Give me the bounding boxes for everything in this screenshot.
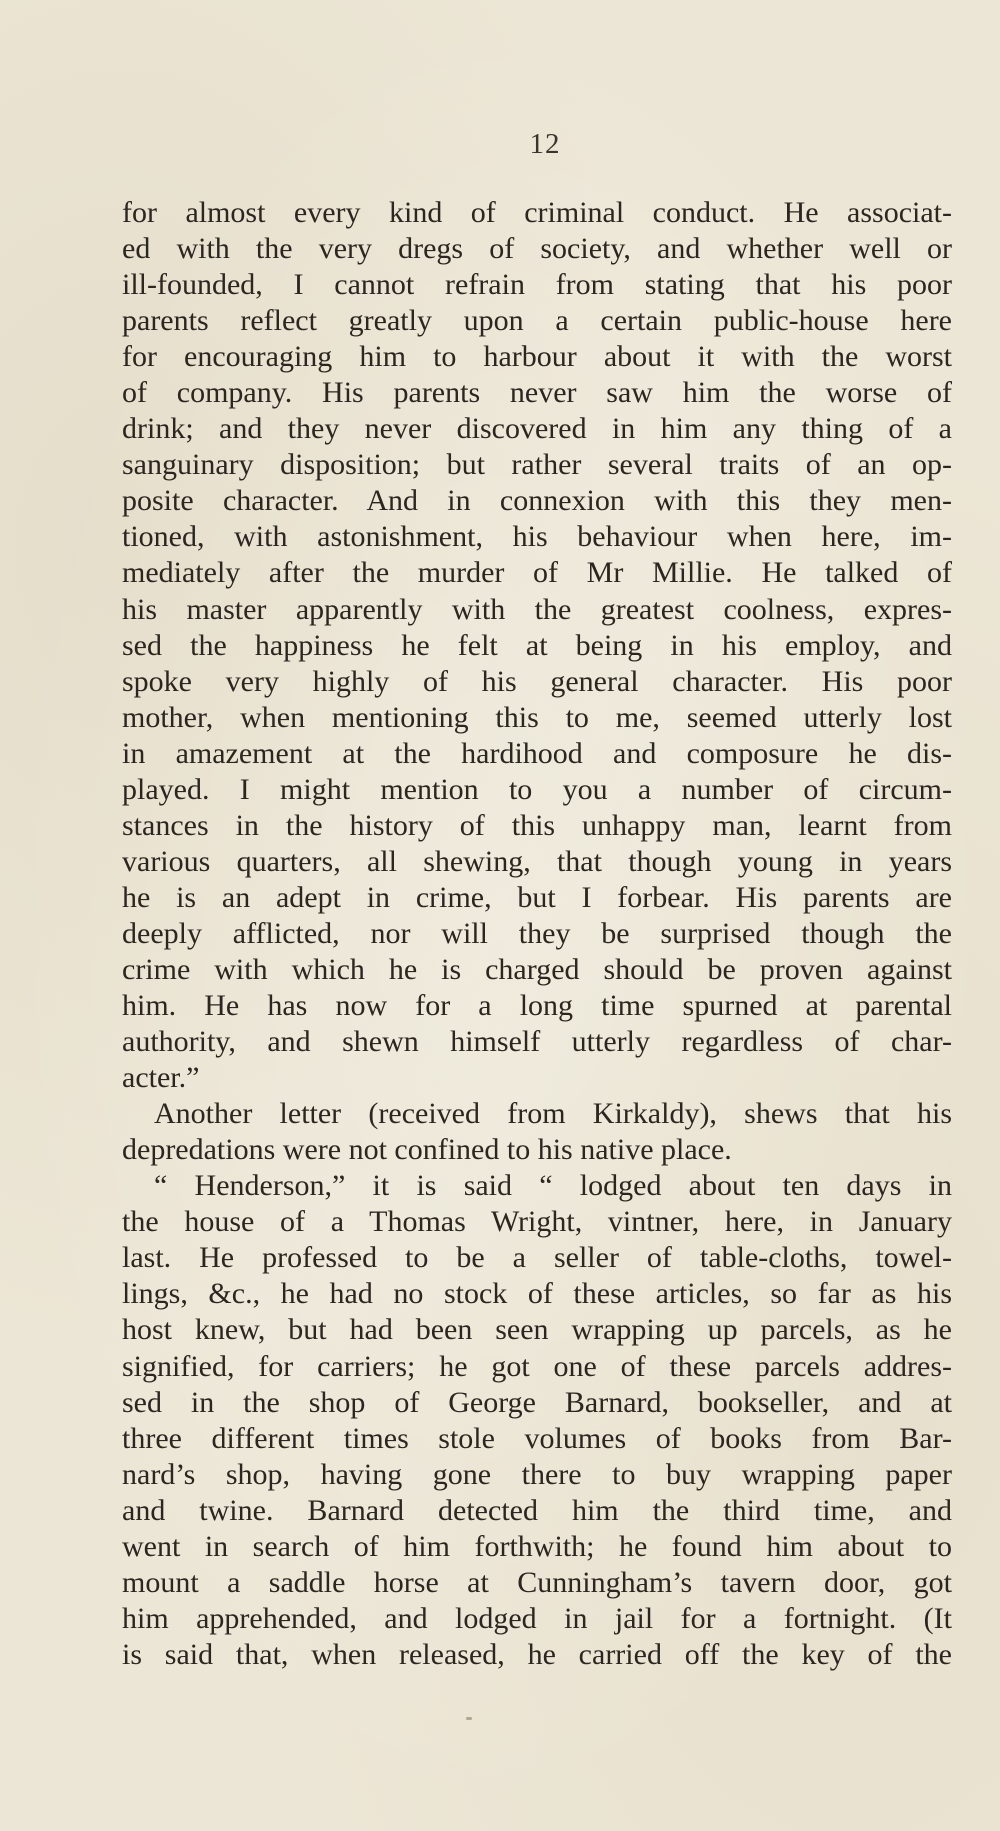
text-line: deeply afflicted, nor will they be surprised though the (122, 916, 952, 950)
text-line: in amazement at the hardihood and composure he dis- (122, 736, 952, 770)
text-line: spoke very highly of his general character. His poor (122, 664, 952, 698)
text-line: three different times stole volumes of books from Bar- (122, 1421, 952, 1455)
text-line: him. He has now for a long time spurned at parental (122, 989, 952, 1023)
text-line: signified, for carriers; he got one of these parcels addres- (122, 1349, 952, 1383)
text-line: of company. His parents never saw him the worse of (122, 376, 952, 410)
text-line: and twine. Barnard detected him the third time, and (122, 1493, 952, 1527)
text-line: various quarters, all shewing, that though young in years (122, 844, 952, 878)
text-line: went in search of him forthwith; he found him about to (122, 1529, 952, 1563)
text-line: lings, &c., he had no stock of these articles, so far as his (122, 1277, 952, 1311)
text-line: played. I might mention to you a number of circum- (122, 772, 952, 806)
text-line: for encouraging him to harbour about it with the worst (122, 340, 952, 374)
text-line: for almost every kind of criminal conduct. He associat- (122, 196, 952, 229)
text-line: ill-founded, I cannot refrain from stating that his poor (122, 268, 952, 302)
text-line: stances in the history of this unhappy man, learnt from (122, 808, 952, 842)
text-line: sanguinary disposition; but rather several traits of an op- (122, 448, 952, 482)
text-line: authority, and shewn himself utterly regardless of char- (122, 1025, 952, 1059)
text-line: drink; and they never discovered in him any thing of a (122, 412, 952, 446)
text-line: mother, when mentioning this to me, seemed utterly lost (122, 700, 952, 734)
text-line: acter.” (122, 1061, 200, 1095)
text-line: parents reflect greatly upon a certain public-house here (122, 304, 952, 338)
text-line: sed the happiness he felt at being in his employ, and (122, 628, 952, 662)
text-line: him apprehended, and lodged in jail for a fortnight. (It (122, 1601, 952, 1635)
text-line: posite character. And in connexion with this they men- (122, 484, 952, 518)
text-line: his master apparently with the greatest coolness, expres- (122, 592, 952, 626)
text-line: last. He professed to be a seller of table-cloths, towel- (122, 1241, 952, 1275)
text-line: nard’s shop, having gone there to buy wrapping paper (122, 1457, 952, 1491)
text-line: tioned, with astonishment, his behaviour when here, im- (122, 520, 952, 554)
body-text (122, 195, 952, 1673)
text-line: mount a saddle horse at Cunningham’s tavern door, got (122, 1565, 952, 1599)
text-line: host knew, but had been seen wrapping up parcels, as he (122, 1313, 952, 1347)
page-number: 12 (529, 128, 561, 160)
paper-speck (466, 1717, 472, 1720)
text-line: he is an adept in crime, but I forbear. His parents are (122, 880, 952, 914)
text-line: mediately after the murder of Mr Millie. He talked of (122, 556, 952, 590)
text-line: Another letter (received from Kirkaldy), shews that his (154, 1097, 952, 1131)
text-line: is said that, when released, he carried off the key of the (122, 1637, 952, 1671)
text-line: crime with which he is charged should be proven against (122, 952, 952, 986)
text-line: “ Henderson,” it is said “ lodged about ten days in (154, 1169, 952, 1203)
text-line: the house of a Thomas Wright, vintner, here, in January (122, 1205, 952, 1239)
text-line: sed in the shop of George Barnard, bookseller, and at (122, 1385, 952, 1419)
text-line: depredations were not confined to his native place. (122, 1133, 732, 1167)
text-line: ed with the very dregs of society, and whether well or (122, 232, 952, 266)
